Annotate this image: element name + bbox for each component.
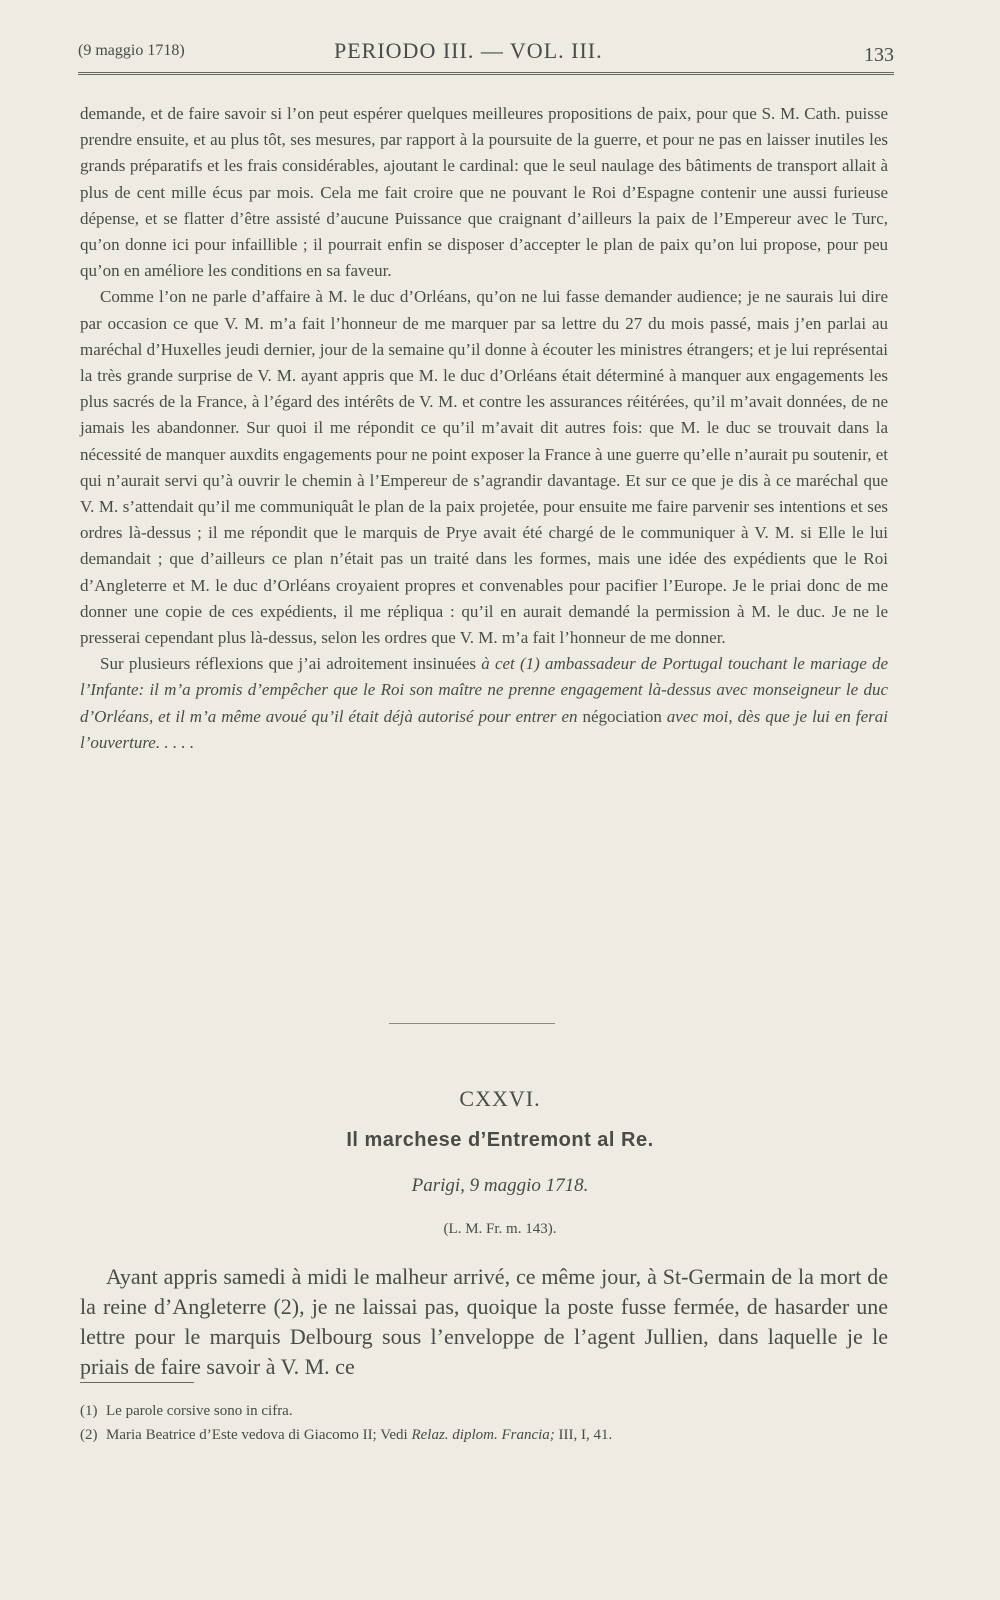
paragraph-3-cipher-2: avec moi, dès que je lui en ferai l’ouverture. . . . . (80, 706, 888, 752)
paragraph-3-plain: Sur plusieurs réflexions que j’ai adroitement insinuées (100, 654, 482, 674)
footnote-text: Maria Beatrice d’Este vedova di Giacomo II; Vedi (106, 1427, 412, 1443)
document-number: CXXVI. (459, 1086, 541, 1111)
paragraph-3 (80, 651, 888, 756)
paragraph-3-plain-2: négociation (577, 706, 667, 726)
footnote-2 (80, 1423, 900, 1447)
document-source: (L. M. Fr. m. 143). (443, 1221, 557, 1237)
page-number: 133 (864, 44, 894, 66)
footnote-text-tail: III, I, 41. (554, 1427, 613, 1443)
letter-paragraph: Ayant appris samedi à midi le malheur arrivé, ce même jour, à St-Germain de la mort de la reine d’Angleterre (2), je ne laissai pas, quoique la poste fusse fermée, de hasarder une lettre pour le marquis Delbourg sous l’enveloppe de l’agent Jullien, dans laquelle je le priais de faire savoir à V. M. ce (80, 1264, 888, 1379)
section-separator (389, 1023, 555, 1024)
footnote-1 (80, 1399, 900, 1423)
footnote-mark: (1) (80, 1403, 98, 1419)
footnote-mark: (2) (80, 1427, 98, 1443)
header-rule (78, 72, 894, 75)
letter-body (80, 1262, 888, 1382)
document-title: Il marchese d’Entremont al Re. (346, 1129, 654, 1151)
header-title: PERIODO III. — VOL. III. (334, 38, 603, 63)
paragraph-3-cipher: à cet (1) ambassadeur de Portugal touchant le mariage de l’Infante: il m’a promis d’empêcher que le Roi son maître ne prenne engagement là-dessus avec monseigneur le duc d’Orléans, et il m’a même avoué qu’il était déjà autorisé pour entrer en (80, 654, 889, 726)
footnotes (80, 1399, 900, 1447)
footnote-text: Le parole corsive sono in cifra. (106, 1403, 293, 1419)
footnote-rule (80, 1382, 194, 1383)
letter-continuation (80, 101, 888, 756)
document-place-date: Parigi, 9 maggio 1718. (411, 1175, 589, 1196)
footnote-citation: Relaz. diplom. Francia; (411, 1427, 555, 1443)
paragraph-2: Comme l’on ne parle d’affaire à M. le duc d’Orléans, qu’on ne lui fasse demander audience; je ne saurais lui dire par occasion ce que V. M. m’a fait l’honneur de me marquer par sa lettre du 27 du mois passé, mais j’en parlai au maréchal d’Huxelles jeudi dernier, jour de la semaine qu’il donne à écouter les ministres étrangers; et je lui représentai la très grande surprise de V. M. ayant appris que M. le duc d’Orléans était déterminé à manquer aux engagements les plus sacrés de la France, à l’égard des intérêts de V. M. et contre les assurances réitérées, qu’il m’avait données, de ne jamais les abandonner. Sur quoi il me répondit ce qu’il m’avait dit autres fois: que M. le duc se trouvait dans la nécessité de manquer auxdits engagements pour ne point exposer la France à une guerre qu’elle n’aurait pu soutenir, et qui n’aurait servi qu’à ouvrir le chemin à l’Empereur de s’agrandir davantage. Et sur ce que je dis à ce maréchal que V. M. s’attendait qu’il me communiquât le plan de la paix projetée, pour ensuite me faire parvenir ses intentions et ses ordres là-dessus ; il me répondit que le marquis de Prye avait été chargé de le communiquer à V. M. si Elle le lui demandait ; que d’ailleurs ce plan n’était pas un traité dans les formes, mais une idée des expédients que le Roi d’Angleterre et M. le duc d’Orléans croyaient propres et convenables pour pacifier l’Europe. Je le priai donc de me donner une copie de ces expédients, il me répliqua : qu’il en aurait demandé la permission à M. le duc. Je ne le presserai cependant plus là-dessus, selon les ordres que V. M. m’a fait l’honneur de me donner. (80, 287, 888, 648)
header-date: (9 maggio 1718) (78, 42, 185, 59)
paragraph-1: demande, et de faire savoir si l’on peut espérer quelques meilleures propositions de paix, pour que S. M. Cath. puisse prendre ensuite, et au plus tôt, ses mesures, par rapport à la poursuite de la guerre, et pour ne pas en laisser inutiles les grands préparatifs et les frais considérables, ajoutant le cardinal: que le seul naulage des bâtiments de transport allait à plus de cent mille écus par mois. Cela me fait croire que ne pouvant le Roi d’Espagne contenir une aussi furieuse dépense, et se flatter d’être assisté d’aucune Puissance que craignant d’ailleurs la paix de l’Empereur avec le Turc, qu’on donne ici pour infaillible ; il pourrait enfin se disposer d’accepter le plan de paix qu’on lui propose, pour peu qu’on en améliore les conditions en sa faveur. (80, 104, 888, 281)
running-header (78, 34, 894, 70)
